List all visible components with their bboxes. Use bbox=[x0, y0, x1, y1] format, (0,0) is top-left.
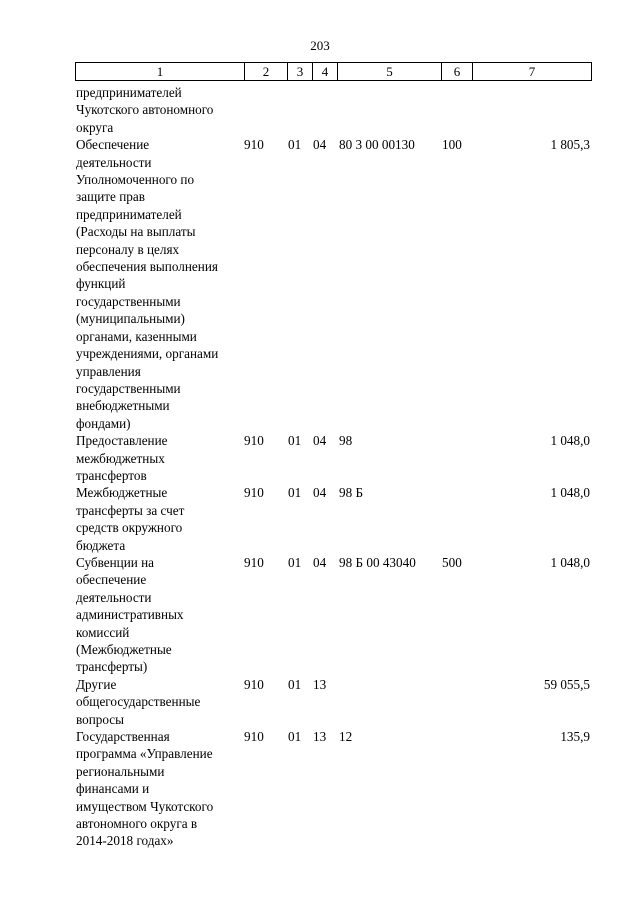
row-section: 01 bbox=[288, 729, 302, 745]
row-target-article: 98 Б bbox=[339, 485, 364, 501]
column-header-3: 3 bbox=[288, 63, 313, 81]
table-row bbox=[0, 432, 640, 484]
row-name: Государственная программа «Управление региональными финансами и имуществом Чукотского автономного округа в 2014-2018 годах» bbox=[76, 729, 214, 849]
page-number: 203 bbox=[310, 38, 330, 53]
row-subsection: 04 bbox=[313, 554, 327, 570]
row-section: 01 bbox=[288, 554, 302, 570]
column-header-row bbox=[76, 63, 592, 81]
row-code: 910 bbox=[244, 137, 264, 153]
row-code: 910 bbox=[244, 676, 264, 692]
row-name: Предоставление межбюджетных трансфертов bbox=[76, 433, 168, 483]
row-expense-type: 100 bbox=[442, 137, 462, 153]
row-target-article: 98 Б 00 43040 bbox=[339, 554, 416, 570]
row-target-article: 98 bbox=[339, 433, 353, 449]
row-name: Субвенции на обеспечение деятельности административных комиссий (Межбюджетные трансферты) bbox=[76, 554, 184, 675]
row-amount: 59 055,5 bbox=[543, 676, 590, 692]
row-name: предпринимателей Чукотского автономного округа bbox=[76, 85, 214, 135]
row-section: 01 bbox=[288, 433, 302, 449]
column-header-1: 1 bbox=[76, 63, 245, 81]
column-header-4: 4 bbox=[313, 63, 338, 81]
table-row bbox=[0, 554, 640, 676]
row-section: 01 bbox=[288, 485, 302, 501]
row-subsection: 04 bbox=[313, 433, 327, 449]
row-name: Обеспечение деятельности Уполномоченного по защите прав предпринимателей (Расходы на выплаты персоналу в целях обеспечения выполнения функций государственными (муниципальными) органами, казенными учреждениями, органами управления государственными внебюджетными фондами) bbox=[76, 137, 219, 431]
row-section: 01 bbox=[288, 676, 302, 692]
table-row bbox=[0, 676, 640, 728]
table-row bbox=[0, 84, 640, 136]
row-amount: 1 048,0 bbox=[550, 485, 590, 501]
row-name: Другие общегосударственные вопросы bbox=[76, 676, 201, 727]
table-row bbox=[0, 136, 640, 432]
row-subsection: 04 bbox=[313, 485, 327, 501]
column-header-5: 5 bbox=[338, 63, 442, 81]
row-code: 910 bbox=[244, 729, 264, 745]
row-code: 910 bbox=[244, 554, 264, 570]
row-subsection: 13 bbox=[313, 676, 327, 692]
row-name: Межбюджетные трансферты за счет средств окружного бюджета bbox=[76, 485, 185, 553]
row-amount: 135,9 bbox=[560, 729, 590, 745]
budget-rows bbox=[0, 84, 640, 850]
row-code: 910 bbox=[244, 433, 264, 449]
table-row bbox=[0, 728, 640, 850]
row-section: 01 bbox=[288, 137, 302, 153]
row-expense-type: 500 bbox=[442, 554, 462, 570]
row-code: 910 bbox=[244, 485, 264, 501]
row-subsection: 13 bbox=[313, 729, 327, 745]
column-header-2: 2 bbox=[245, 63, 288, 81]
row-target-article: 12 bbox=[339, 729, 353, 745]
row-amount: 1 048,0 bbox=[550, 433, 590, 449]
table-row bbox=[0, 484, 640, 554]
row-target-article: 80 3 00 00130 bbox=[339, 137, 415, 153]
column-header-6: 6 bbox=[442, 63, 473, 81]
column-header-table bbox=[75, 62, 592, 81]
row-subsection: 04 bbox=[313, 137, 327, 153]
row-amount: 1 048,0 bbox=[550, 554, 590, 570]
column-header-7: 7 bbox=[473, 63, 592, 81]
row-amount: 1 805,3 bbox=[550, 137, 590, 153]
